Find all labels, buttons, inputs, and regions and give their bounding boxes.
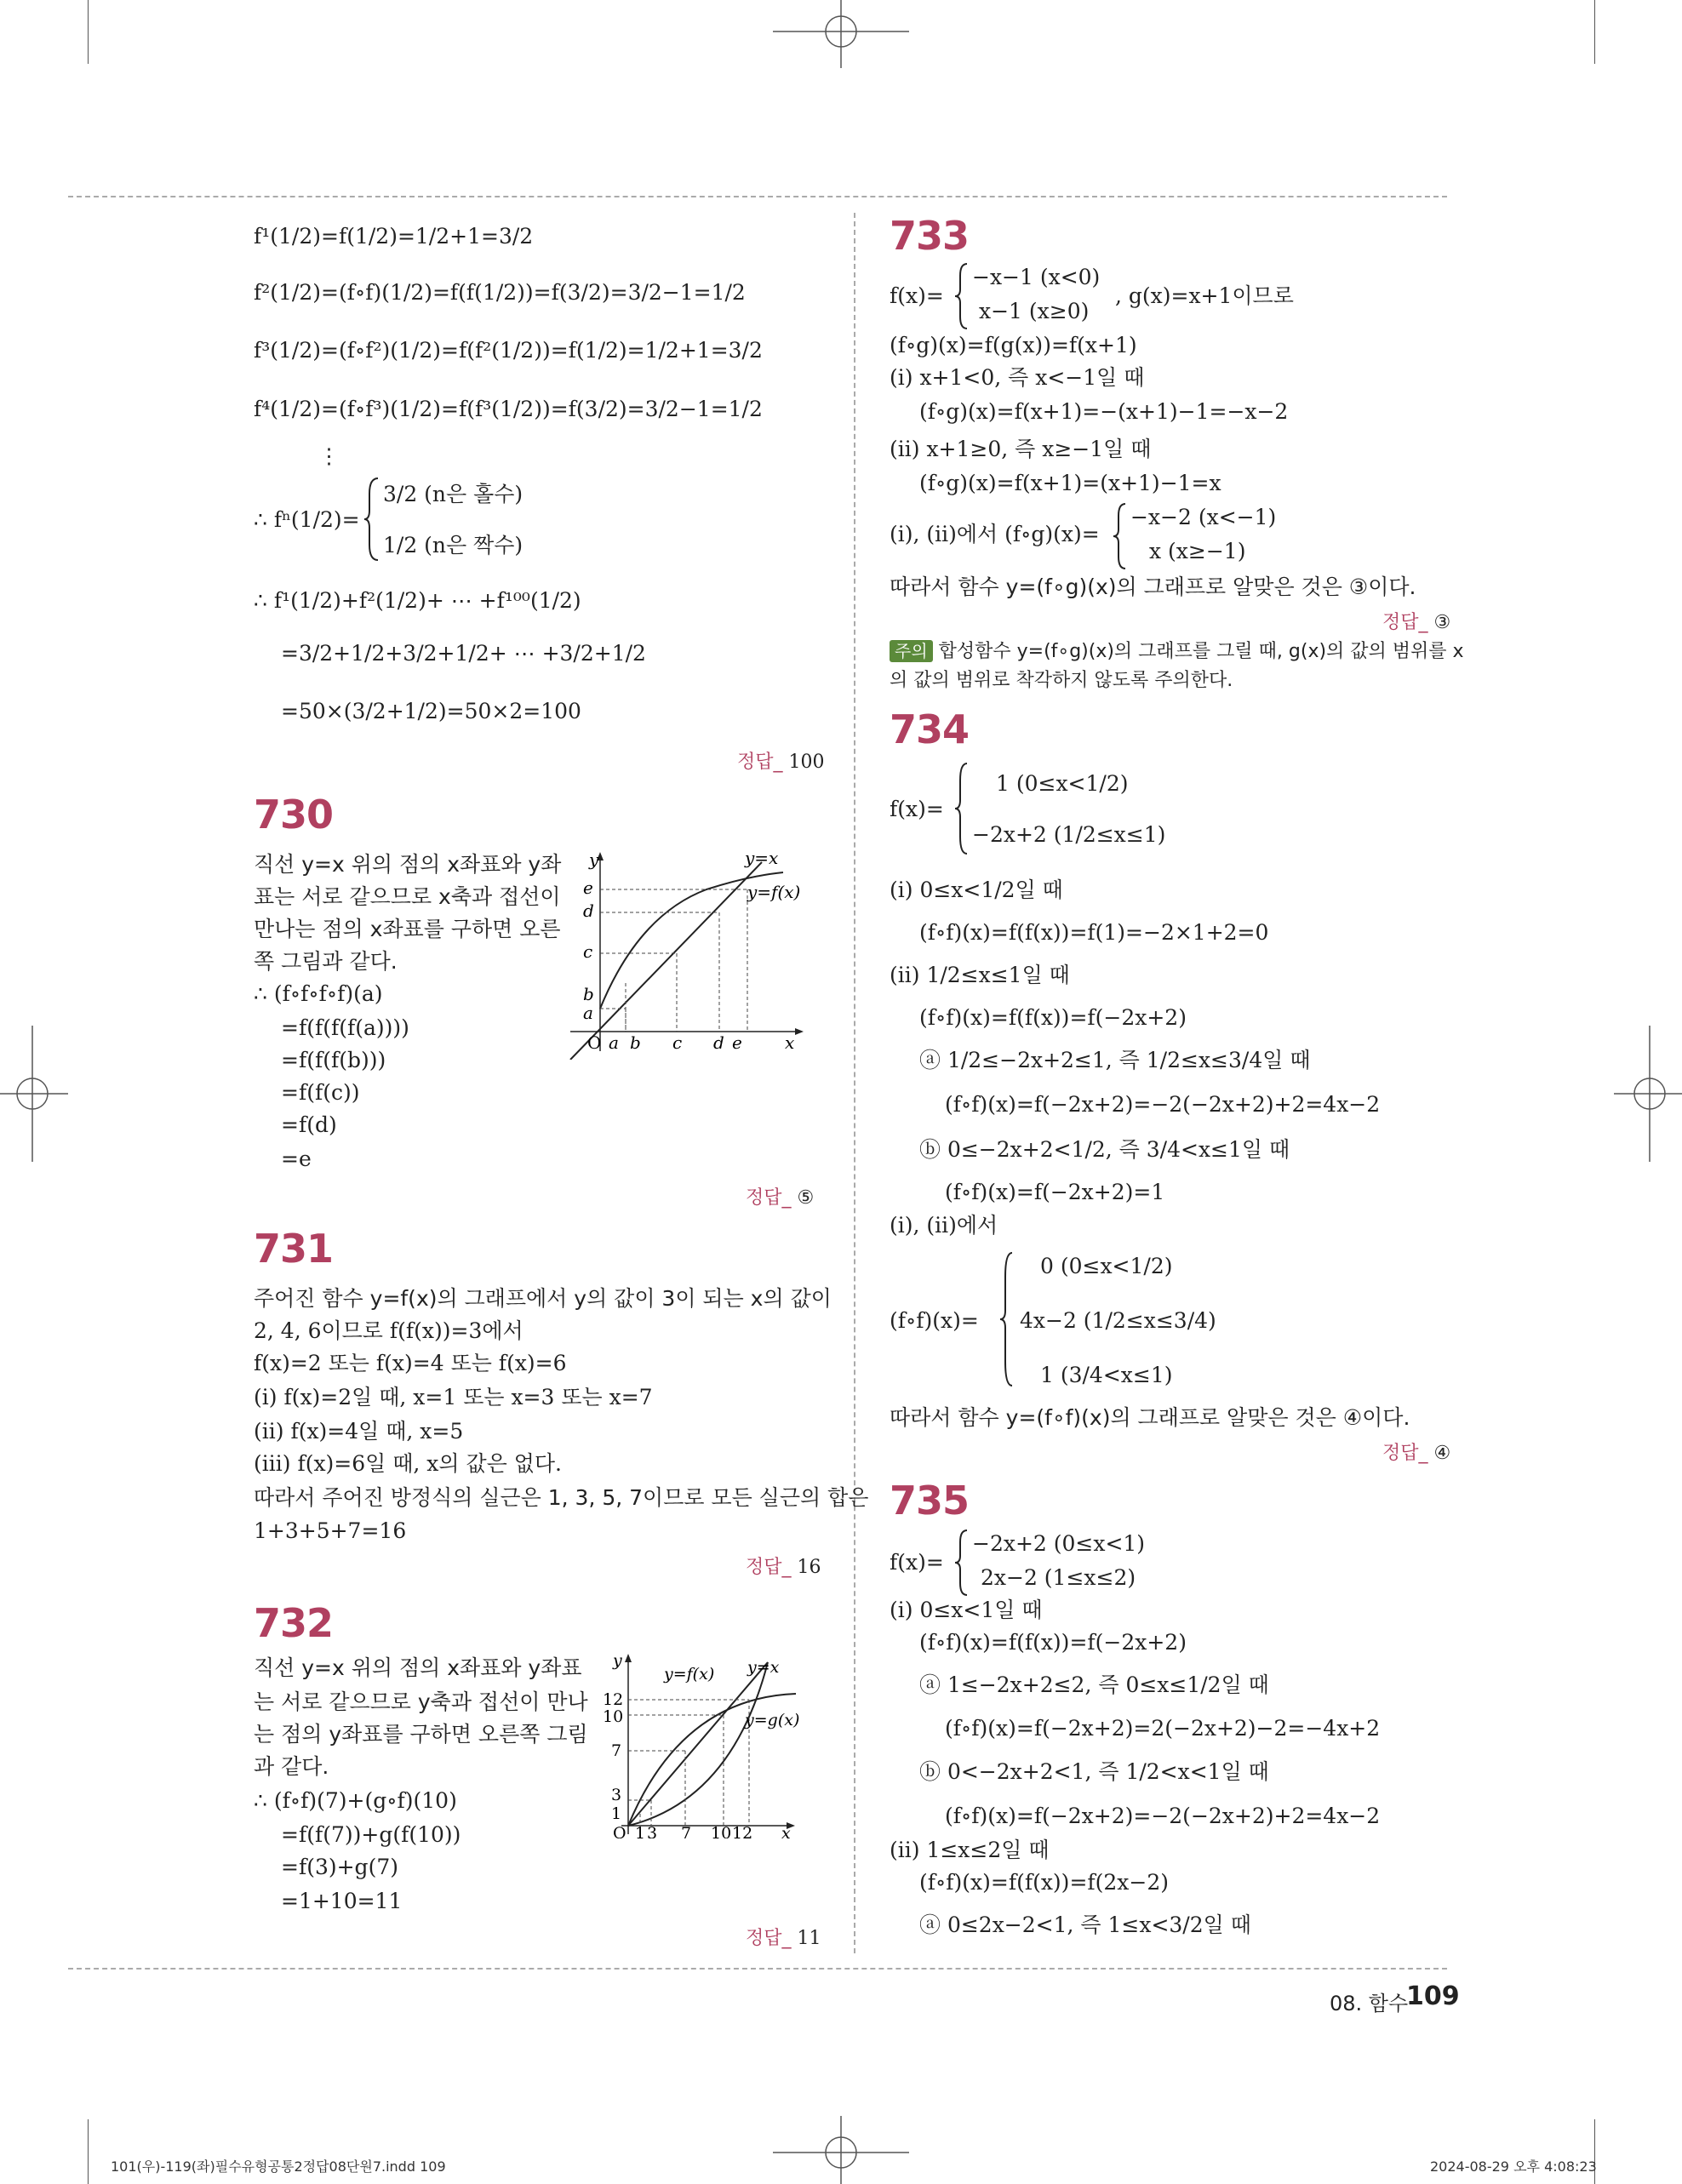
column-divider	[854, 213, 855, 1953]
p729-case-odd: 3/2 (n은 홀수)	[383, 482, 523, 506]
p734-line-8: (f∘f)(x)=f(−2x+2)=1	[945, 1180, 1165, 1204]
p732-text-2: 는 서로 같으므로 y축과 접선이 만나	[254, 1689, 588, 1714]
p734-conclusion: 따라서 함수 y=(f∘f)(x)의 그래프로 알맞은 것은 ④이다.	[890, 1405, 1410, 1430]
p734-result-case-a: 0 (0≤x<1/2)	[1040, 1254, 1173, 1278]
tick-b: b	[583, 984, 594, 1004]
tick-10: 10	[603, 1707, 624, 1726]
p735-line-2: (f∘f)(x)=f(f(x))=f(−2x+2)	[919, 1630, 1187, 1655]
p734-def-prefix: f(x)=	[890, 797, 944, 821]
answer-label: 정답_	[746, 1928, 792, 1949]
p733-line-1: (f∘g)(x)=f(g(x))=f(x+1)	[890, 333, 1137, 357]
p732-step-4: =1+10=11	[281, 1889, 403, 1913]
answer-label: 정답_	[746, 1187, 792, 1209]
brace	[1000, 1251, 1014, 1391]
p735-line-9: ⓐ 0≤2x−2<1, 즉 1≤x<3/2일 때	[919, 1912, 1251, 1937]
brace	[955, 762, 969, 859]
p735-line-7: (ⅱ) 1≤x≤2일 때	[890, 1838, 1050, 1862]
p734-line-1: (ⅰ) 0≤x<1/2일 때	[890, 878, 1063, 902]
curve-label: y=f(x)	[747, 882, 801, 902]
p730-graph	[562, 847, 817, 1060]
answer-value: ③	[1433, 612, 1451, 633]
p734-def-case-b: −2x+2 (1/2≤x≤1)	[972, 822, 1166, 847]
answer-label: 정답_	[746, 1557, 792, 1578]
p730-step-6: =e	[281, 1146, 312, 1171]
g-label: y=g(x)	[745, 1711, 800, 1729]
p734-line-3: (ⅱ) 1/2≤x≤1일 때	[890, 963, 1070, 987]
bottom-dashed-rule	[68, 1968, 1447, 1970]
problem-number-734: 734	[890, 706, 970, 752]
axis-label-x: x	[781, 1824, 791, 1838]
chapter-label: 08. 함수	[1330, 1992, 1409, 2015]
p731-line-2: 2, 4, 6이므로 f(f(x))=3에서	[254, 1318, 523, 1343]
p733-line-3: (f∘g)(x)=f(x+1)=−(x+1)−1=−x−2	[919, 399, 1289, 424]
p729-line-7: =3/2+1/2+3/2+1/2+ ⋯ +3/2+1/2	[281, 641, 646, 666]
p731-line-3: f(x)=2 또는 f(x)=4 또는 f(x)=6	[254, 1351, 567, 1375]
tick-7: 7	[611, 1741, 622, 1760]
p735-line-3: ⓐ 1≤−2x+2≤2, 즉 0≤x≤1/2일 때	[919, 1672, 1269, 1697]
p730-text-1: 직선 y=x 위의 점의 x좌표와 y좌	[254, 852, 562, 877]
registration-mark	[0, 1026, 68, 1162]
p729-vdots: ⋮	[318, 443, 340, 468]
p729-line-4: f⁴(1/2)=(f∘f³)(1/2)=f(f³(1/2))=f(3/2)=3/2−1=1/2	[254, 397, 763, 421]
p731-line-5: (ⅱ) f(x)=4일 때, x=5	[254, 1419, 464, 1444]
p731-line-8: 1+3+5+7=16	[254, 1518, 407, 1543]
p730-step-2: =f(f(f(f(a))))	[281, 1015, 409, 1040]
brace	[955, 262, 969, 334]
tick-d: d	[583, 900, 594, 921]
p730-text-2: 표는 서로 같으므로 x축과 접선이	[254, 884, 561, 909]
p731-line-1: 주어진 함수 y=f(x)의 그래프에서 y의 값이 3이 되는 x의 값이	[254, 1286, 832, 1311]
p735-def-prefix: f(x)=	[890, 1550, 944, 1575]
p732-step-2: =f(f(7))+g(f(10))	[281, 1822, 461, 1847]
p730-answer	[746, 1183, 814, 1209]
tick-1: 1	[611, 1804, 622, 1823]
line-label: y=x	[745, 848, 779, 868]
p734-line-7: ⓑ 0≤−2x+2<1/2, 즉 3/4<x≤1일 때	[919, 1137, 1290, 1162]
note-text-1: 합성함수 y=(f∘g)(x)의 그래프를 그릴 때, g(x)의 값의 범위를 x	[938, 641, 1464, 662]
p733-line-4: (ⅱ) x+1≥0, 즉 x≥−1일 때	[890, 437, 1152, 461]
line-label: y=x	[747, 1658, 780, 1677]
answer-label: 정답_	[737, 752, 783, 773]
p729-line-1: f¹(1/2)=f(1/2)=1/2+1=3/2	[254, 224, 534, 249]
tick-3: 3	[611, 1786, 622, 1804]
answer-value: 100	[788, 752, 825, 773]
f-label: y=f(x)	[664, 1665, 715, 1684]
p729-case-even: 1/2 (n은 짝수)	[383, 533, 523, 557]
xtick-e: e	[732, 1032, 742, 1053]
p733-result-case-b: x (x≥−1)	[1149, 539, 1246, 563]
p733-def-case-b: x−1 (x≥0)	[979, 299, 1090, 323]
p735-def-case-a: −2x+2 (0≤x<1)	[972, 1531, 1146, 1556]
axis-label-y: y	[589, 849, 599, 870]
origin-label: O	[587, 1032, 602, 1053]
p733-result-prefix: (ⅰ), (ⅱ)에서 (f∘g)(x)=	[890, 522, 1100, 546]
answer-value: 16	[797, 1557, 821, 1578]
p732-step-3: =f(3)+g(7)	[281, 1855, 398, 1879]
p734-result-case-b: 4x−2 (1/2≤x≤3/4)	[1020, 1308, 1216, 1333]
p733-def-post: , g(x)=x+1이므로	[1115, 283, 1294, 308]
crop-mark	[1594, 0, 1595, 64]
file-name: 101(우)-119(좌)필수유형공통2정답08단원7.indd 109	[111, 2158, 446, 2175]
p729-line-8: =50×(3/2+1/2)=50×2=100	[281, 699, 581, 723]
p733-answer	[1382, 608, 1450, 634]
p733-line-2: (ⅰ) x+1<0, 즉 x<−1일 때	[890, 365, 1145, 390]
p729-answer	[737, 747, 825, 774]
p731-line-7: 따라서 주어진 방정식의 실근은 1, 3, 5, 7이므로 모든 실근의 합은	[254, 1485, 869, 1510]
registration-mark	[773, 2116, 909, 2184]
p732-graph	[587, 1647, 809, 1838]
registration-mark	[1614, 1026, 1682, 1162]
answer-label: 정답_	[1382, 612, 1428, 633]
xtick-3: 3	[647, 1824, 658, 1838]
answer-value: ④	[1433, 1443, 1451, 1464]
xtick-10: 10	[711, 1824, 732, 1838]
p733-note	[890, 637, 1464, 663]
xtick-c: c	[672, 1032, 683, 1053]
p734-def-case-a: 1 (0≤x<1/2)	[996, 771, 1129, 796]
p735-line-8: (f∘f)(x)=f(f(x))=f(2x−2)	[919, 1870, 1170, 1895]
tick-c: c	[583, 941, 593, 962]
p729-line-5-prefix: ∴ fⁿ(1/2)=	[254, 507, 360, 532]
origin-label: O	[613, 1824, 626, 1838]
p732-step-1: ∴ (f∘f)(7)+(g∘f)(10)	[254, 1788, 457, 1813]
note-tag: 주의	[890, 640, 933, 662]
tick-a: a	[583, 1003, 593, 1023]
brace	[364, 477, 381, 562]
problem-number-735: 735	[890, 1478, 970, 1524]
p729-line-2: f²(1/2)=(f∘f)(1/2)=f(f(1/2))=f(3/2)=3/2−1=1/2	[254, 280, 746, 305]
p730-step-3: =f(f(f(b)))	[281, 1048, 386, 1072]
p732-answer	[746, 1924, 821, 1950]
p732-text-1: 직선 y=x 위의 점의 x좌표와 y좌표	[254, 1655, 582, 1680]
p731-line-4: (ⅰ) f(x)=2일 때, x=1 또는 x=3 또는 x=7	[254, 1385, 653, 1409]
p732-text-4: 과 같다.	[254, 1754, 329, 1779]
xtick-12: 12	[732, 1824, 753, 1838]
p734-line-6: (f∘f)(x)=f(−2x+2)=−2(−2x+2)+2=4x−2	[945, 1092, 1381, 1117]
tick-e: e	[583, 878, 593, 898]
p733-note-cont: 의 값의 범위로 착각하지 않도록 주의한다.	[890, 670, 1233, 691]
problem-number-732: 732	[254, 1600, 334, 1646]
p733-result-case-a: −x−2 (x<−1)	[1130, 505, 1277, 529]
answer-label: 정답_	[1382, 1443, 1428, 1464]
p734-line-2: (f∘f)(x)=f(f(x))=f(1)=−2×1+2=0	[919, 920, 1269, 945]
p734-result-prefix: (f∘f)(x)=	[890, 1308, 979, 1333]
p729-line-6: ∴ f¹(1/2)+f²(1/2)+ ⋯ +f¹⁰⁰(1/2)	[254, 588, 581, 613]
crop-mark	[88, 0, 89, 64]
p733-def-case-a: −x−1 (x<0)	[972, 265, 1101, 289]
p730-step-4: =f(f(c))	[281, 1080, 360, 1105]
axis-label-y: y	[613, 1651, 622, 1670]
p734-result-case-c: 1 (3/4<x≤1)	[1040, 1363, 1173, 1387]
p730-step-5: =f(d)	[281, 1112, 337, 1137]
p729-line-3: f³(1/2)=(f∘f²)(1/2)=f(f²(1/2))=f(1/2)=1/2+1=3/2	[254, 338, 763, 363]
answer-value: 11	[797, 1928, 821, 1949]
p733-conclusion: 따라서 함수 y=(f∘g)(x)의 그래프로 알맞은 것은 ③이다.	[890, 575, 1416, 599]
p732-text-3: 는 점의 y좌표를 구하면 오른쪽 그림	[254, 1722, 588, 1747]
xtick-7: 7	[681, 1824, 692, 1838]
p730-step-1: ∴ (f∘f∘f∘f)(a)	[254, 981, 383, 1006]
p734-line-9: (ⅰ), (ⅱ)에서	[890, 1213, 998, 1238]
answer-value: ⑤	[797, 1187, 815, 1209]
p730-text-3: 만나는 점의 x좌표를 구하면 오른	[254, 917, 561, 941]
p734-line-5: ⓐ 1/2≤−2x+2≤1, 즉 1/2≤x≤3/4일 때	[919, 1048, 1311, 1072]
p733-def-prefix: f(x)=	[890, 283, 944, 308]
xtick-1: 1	[635, 1824, 646, 1838]
registration-mark	[773, 0, 909, 68]
problem-number-733: 733	[890, 213, 970, 259]
problem-number-731: 731	[254, 1226, 334, 1272]
axis-label-x: x	[785, 1032, 795, 1053]
p731-line-6: (ⅲ) f(x)=6일 때, x의 값은 없다.	[254, 1451, 562, 1476]
crop-mark	[88, 2119, 89, 2184]
p734-line-4: (f∘f)(x)=f(f(x))=f(−2x+2)	[919, 1005, 1187, 1030]
xtick-a: a	[609, 1032, 619, 1053]
xtick-b: b	[630, 1032, 641, 1053]
p735-def-case-b: 2x−2 (1≤x≤2)	[981, 1565, 1136, 1590]
xtick-d: d	[713, 1032, 724, 1053]
problem-number-730: 730	[254, 792, 334, 838]
tick-12: 12	[603, 1690, 624, 1709]
p735-line-6: (f∘f)(x)=f(−2x+2)=−2(−2x+2)+2=4x−2	[945, 1804, 1381, 1828]
print-timestamp: 2024-08-29 오후 4:08:23	[1430, 2158, 1597, 2175]
p733-line-5: (f∘g)(x)=f(x+1)=(x+1)−1=x	[919, 471, 1221, 495]
brace	[955, 1529, 969, 1600]
page-number: 109	[1406, 1981, 1460, 2011]
top-dashed-rule	[68, 196, 1447, 197]
p734-answer	[1382, 1438, 1450, 1465]
p735-line-4: (f∘f)(x)=f(−2x+2)=2(−2x+2)−2=−4x+2	[945, 1716, 1381, 1741]
p735-line-5: ⓑ 0<−2x+2<1, 즉 1/2<x<1일 때	[919, 1759, 1269, 1784]
p730-text-4: 쪽 그림과 같다.	[254, 949, 398, 974]
brace	[1113, 502, 1127, 574]
p731-answer	[746, 1552, 821, 1579]
p735-line-1: (ⅰ) 0≤x<1일 때	[890, 1598, 1043, 1622]
